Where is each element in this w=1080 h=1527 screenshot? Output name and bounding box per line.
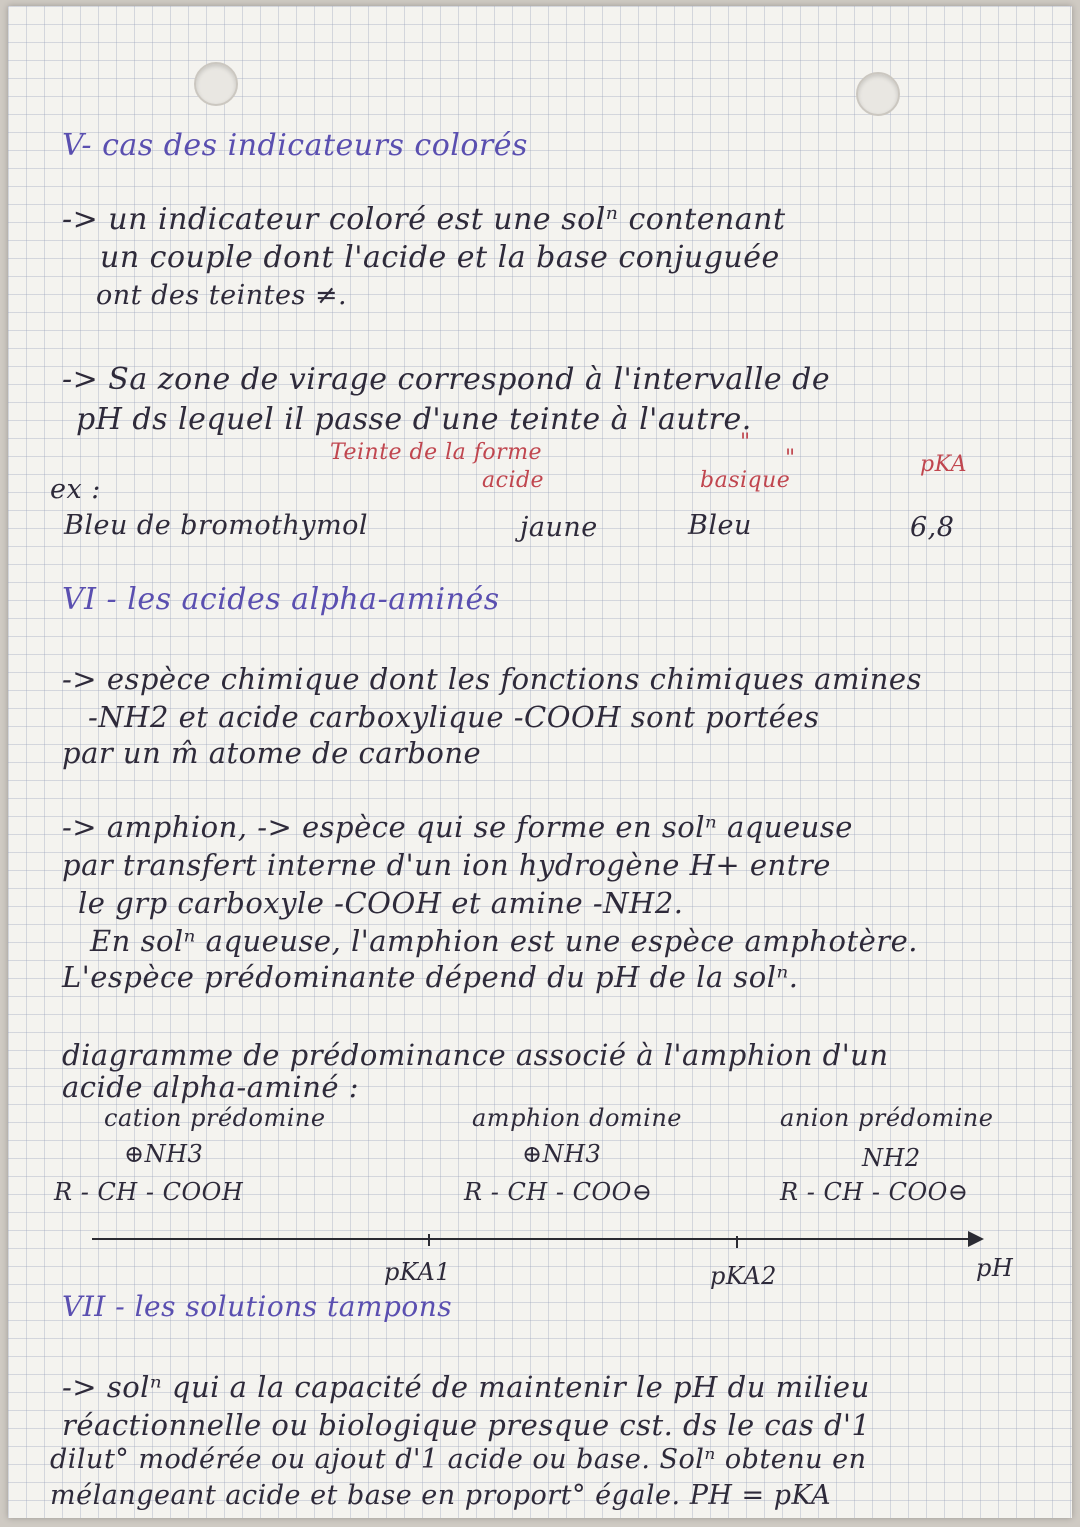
indicator-definition-line-2: un couple dont l'acide et la base conjuguée	[100, 240, 780, 275]
indicator-base-color: Bleu	[688, 510, 752, 541]
punch-hole-right	[856, 72, 900, 116]
anion-nh2: NH2	[862, 1144, 921, 1172]
amphion-label: amphion domine	[472, 1104, 683, 1132]
amino-definition-line-1: -> espèce chimique dont les fonctions chimiques amines	[62, 662, 922, 696]
table-header-basique: basique	[700, 468, 791, 493]
section-vi-title: VI - les acides alpha-aminés	[62, 582, 500, 617]
table-header-pka: pKA	[920, 452, 968, 477]
ph-axis-label: pH	[976, 1254, 1014, 1282]
pka1-label: pKA1	[384, 1258, 451, 1286]
buffer-line-3: dilut° modérée ou ajout d'1 acide ou base. Solⁿ obtenu en	[50, 1444, 867, 1475]
amphion-line-3: le grp carboxyle -COOH et amine -NH2.	[78, 886, 684, 920]
section-vii-title: VII - les solutions tampons	[62, 1290, 453, 1323]
amino-definition-line-2: -NH2 et acide carboxylique -COOH sont portées	[88, 700, 820, 734]
cation-nh3: ⊕NH3	[124, 1140, 204, 1168]
pka1-tick	[428, 1234, 430, 1246]
table-header-ditto-2: "	[785, 446, 796, 471]
buffer-line-2: réactionnelle ou biologique presque cst. ds le cas d'1	[62, 1408, 871, 1442]
cation-formula: R - CH - COOH	[54, 1178, 244, 1206]
table-header-ditto: "	[740, 430, 751, 455]
amphion-line-4: En solⁿ aqueuse, l'amphion est une espèce amphotère.	[90, 924, 919, 958]
amphion-line-2: par transfert interne d'un ion hydrogène H+ entre	[62, 848, 831, 882]
pka2-label: pKA2	[710, 1262, 777, 1290]
section-v-title: V- cas des indicateurs colorés	[62, 128, 528, 163]
indicator-pka-value: 6,8	[910, 512, 955, 543]
anion-formula: R - CH - COO⊖	[780, 1178, 969, 1206]
punch-hole-left	[194, 62, 238, 106]
amphion-line-1: -> amphion, -> espèce qui se forme en solⁿ aqueuse	[62, 810, 853, 844]
amphion-formula: R - CH - COO⊖	[464, 1178, 653, 1206]
ph-axis	[92, 1238, 972, 1240]
diagram-intro-line-1: diagramme de prédominance associé à l'amphion d'un	[62, 1038, 889, 1072]
indicator-definition-line-1: -> un indicateur coloré est une solⁿ contenant	[62, 202, 786, 237]
table-header-teinte: Teinte de la forme	[330, 440, 543, 465]
anion-label: anion prédomine	[780, 1104, 994, 1132]
zone-virage-line-2: pH ds lequel il passe d'une teinte à l'autre.	[76, 402, 752, 437]
indicator-definition-line-3: ont des teintes ≠.	[96, 280, 348, 311]
amphion-line-5: L'espèce prédominante dépend du pH de la solⁿ.	[62, 960, 799, 994]
amphion-nh3: ⊕NH3	[522, 1140, 602, 1168]
buffer-line-4: mélangeant acide et base en proport° égale. PH = pKA	[50, 1480, 832, 1511]
table-header-acide: acide	[482, 468, 545, 493]
amino-definition-line-3: par un m̂ atome de carbone	[62, 736, 482, 770]
indicator-name: Bleu de bromothymol	[64, 510, 369, 541]
buffer-line-1: -> solⁿ qui a la capacité de maintenir le pH du milieu	[62, 1370, 870, 1404]
zone-virage-line-1: -> Sa zone de virage correspond à l'intervalle de	[62, 362, 831, 397]
example-label: ex :	[50, 474, 101, 505]
cation-label: cation prédomine	[104, 1104, 326, 1132]
diagram-intro-line-2: acide alpha-aminé :	[62, 1070, 360, 1104]
ph-axis-arrow-icon	[968, 1231, 984, 1247]
pka2-tick	[736, 1236, 738, 1248]
indicator-acid-color: jaune	[520, 512, 598, 543]
